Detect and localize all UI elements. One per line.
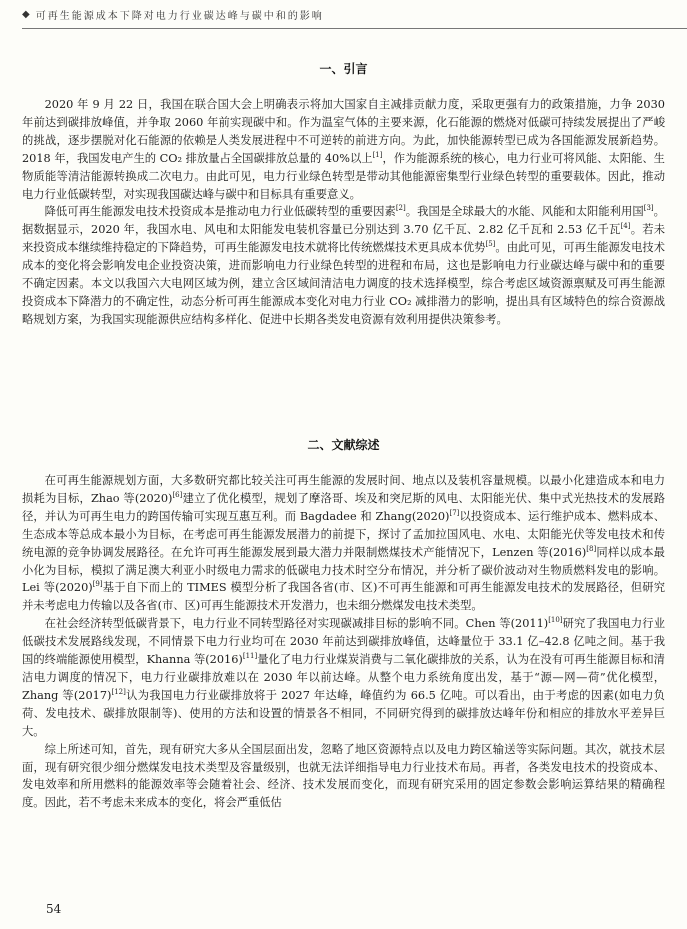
running-header-title: 可再生能源成本下降对电力行业碳达峰与碳中和的影响 bbox=[35, 10, 324, 22]
citation: [11] bbox=[242, 652, 258, 661]
text-run: 研究了我国电力行业低碳技术发展路线发现，不同情景下电力行业均可在 2030 年前达到碳排放峰值，达峰量位于 33.1 亿–42.8 亿吨之间。基于我国的终端能源使用模型，Khanna 等(2016) bbox=[22, 617, 665, 667]
text-run: 。我国是全球最大的水能、风能和太阳能利用国 bbox=[405, 205, 644, 219]
section-introduction-body bbox=[22, 96, 665, 329]
text-run: 在社会经济转型低碳背景下，电力行业不同转型路径对实现碳减排目标的影响不同。Chen 等(2011) bbox=[44, 617, 549, 631]
text-run: 认为我国电力行业碳排放将于 2027 年达峰，峰值约为 66.5 亿吨。可以看出，由于考虑的因素(如电力负荷、发电技术、碳排放限制等)、使用的方法和设置的情景各不相同，不同研究得到的碳排放达峰年份和相应的排放水平差异巨大。 bbox=[22, 688, 665, 738]
citation: [3] bbox=[643, 204, 654, 213]
citation: [4] bbox=[620, 222, 631, 231]
page-number: 54 bbox=[46, 902, 62, 916]
text-run: 。据数据显示，2020 年，我国水电、风电和太阳能发电装机容量已分别达到 3.70 亿千瓦、2.82 亿千瓦和 2.53 亿千瓦 bbox=[22, 205, 665, 237]
citation: [12] bbox=[111, 688, 126, 697]
text-run: 。由此可见，可再生能源发电技术成本的变化将会影响发电企业投资决策，进而影响电力行业绿色转型的进程和布局，这也是影响电力行业碳达峰与碳中和的重要不确定因素。本文以我国六大电网区域为例，建立含区域间清洁电力调度的技术选择模型，综合考虑区域资源禀赋及可再生能源投资成本下降潜力的不确定性，动态分析可再生能源成本变化对电力行业 CO₂ 减排潜力的影响，提出具有区域特色的综合资源战略规划方案，为我国实现能源供应结构多样化、促进中长期各类发电资源有效利用提供决策参考。 bbox=[22, 241, 665, 326]
header-rule bbox=[22, 28, 687, 29]
text-run: 2020 年 9 月 22 日，我国在联合国大会上明确表示将加大国家自主减排贡献力度，采取更强有力的政策措施，力争 2030 年前达到碳排放峰值，并争取 2060 年前实现碳中和。作为温室气体的主要来源，化石能源的燃烧对低碳可持续发展提出了严峻的挑战，逐步摆脱对化石能源的依赖是人类发展进程中不可逆转的前进方向。为此，加快能源转型已成为各国能源发展新趋势。2018 年，我国发电产生的 CO₂ 排放量占全国碳排放总量的 40%以上 bbox=[22, 98, 665, 165]
text-run: 建立了优化模型，规划了摩洛哥、埃及和突尼斯的风电、太阳能光伏、集中式光热技术的发展路径，并认为可再生电力的跨国传输可实现互惠互利。而 Bagdadee 和 Zhang(2020) bbox=[22, 491, 665, 523]
citation: [8] bbox=[586, 544, 597, 553]
diamond-icon: ◆ bbox=[22, 8, 30, 20]
paragraph bbox=[22, 96, 665, 203]
text-run: ，作为能源系统的核心，电力行业可将风能、太阳能、生物质能等清洁能源转换成二次电力。由此可见，电力行业绿色转型是带动其他能源密集型行业绿色转型的重要载体。因此，推动电力行业低碳转型，对实现我国碳达峰与碳中和目标具有重要意义。 bbox=[22, 151, 665, 201]
running-header bbox=[0, 0, 687, 28]
text-run: 量化了电力行业煤炭消费与二氧化碳排放的关系，认为在没有可再生能源目标和清洁电力调度的情况下，电力行业碳排放难以在 2030 年以前达峰。从整个电力系统角度出发，基于“源—网—荷”优化模型，Zhang 等(2017) bbox=[22, 653, 665, 702]
section-literature-body bbox=[22, 472, 665, 812]
text-run: 在可再生能源规划方面，大多数研究都比较关注可再生能源的发展时间、地点以及装机容量规模。以最小化建造成本和电力损耗为目标，Zhao 等(2020) bbox=[22, 474, 665, 505]
citation: [1] bbox=[372, 150, 383, 159]
section-title-literature-review: 二、文献综述 bbox=[307, 438, 380, 452]
citation: [10] bbox=[548, 616, 563, 625]
citation: [2] bbox=[395, 204, 406, 213]
paragraph: 综上所述可知，首先，现有研究大多从全国层面出发，忽略了地区资源特点以及电力跨区输送等实际问题。其次，就技术层面，现有研究很少细分燃煤发电技术类型及容量级别，也就无法详细指导电力行业技术布局。再者，各类发电技术的投资成本、发电效率和所用燃料的能源效率等会随着社会、经济、技术发展而变化，而现有研究采用的固定参数会影响运算结果的精确程度。因此，若不考虑未来成本的变化，将会严重低估 bbox=[22, 742, 665, 810]
citation: [9] bbox=[92, 580, 103, 589]
citation: [7] bbox=[449, 509, 460, 518]
text-run: 基于自下而上的 TIMES 模型分析了我国各省(市、区)不可再生能源和可再生能源发电技术的发展路径，但研究并未考虑电力传输以及各省(市、区)可再生能源技术开发潜力，也未细分燃煤发电技术类型。 bbox=[22, 581, 665, 613]
citation: [6] bbox=[172, 491, 183, 500]
text-run: 降低可再生能源发电技术投资成本是推动电力行业低碳转型的重要因素 bbox=[44, 205, 396, 219]
paragraph bbox=[22, 615, 665, 740]
text-run: 同样以成本最小化为目标，模拟了满足澳大利亚小时级电力需求的低碳电力技术时空分布情况，并分析了碳价波动对生物质燃料发电的影响。Lei 等(2020) bbox=[22, 545, 665, 595]
text-run: 。若未来投资成本继续维持稳定的下降趋势，可再生能源发电技术就将比传统燃煤技术更具成本优势 bbox=[22, 223, 665, 255]
citation: [5] bbox=[485, 240, 496, 249]
paragraph bbox=[22, 203, 665, 328]
text-run: 以投资成本、运行维护成本、燃料成本、生态成本等总成本最小为目标，在考虑可再生能源发展潜力的前提下，探讨了孟加拉国风电、水电、太阳能光伏等发电技术和传统电源的竞争协调发展路径。在允许可再生能源发展到最大潜力并限制燃煤技术产能情况下，Lenzen 等(2016) bbox=[22, 509, 665, 559]
paragraph bbox=[22, 472, 665, 615]
section-title-introduction: 一、引言 bbox=[319, 62, 368, 76]
